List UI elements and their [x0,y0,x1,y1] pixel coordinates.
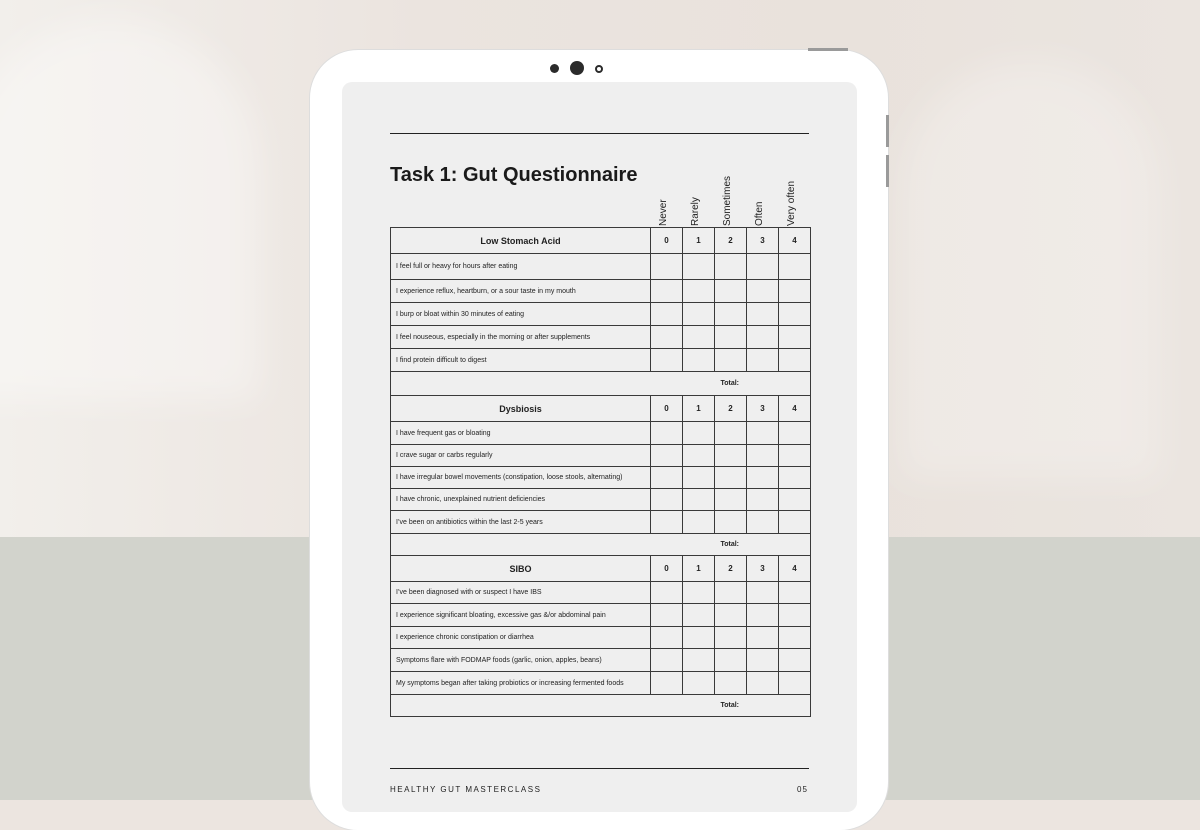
question-row [391,489,811,511]
answer-cell-0[interactable] [651,467,683,489]
answer-cell-4[interactable] [779,467,811,489]
answer-cell-4[interactable] [779,672,811,695]
window-shadow [0,20,260,400]
question-row [391,422,811,445]
answer-cell-0[interactable] [651,649,683,672]
total-label: Total: [391,695,811,717]
frequency-header-very-often: Very often [786,180,797,226]
frequency-header-rarely: Rarely [690,197,701,226]
question-text: I feel nouseous, especially in the morning or after supplements [391,326,651,349]
answer-cell-1[interactable] [683,254,715,280]
score-header: 1 [683,396,715,422]
question-row [391,582,811,604]
question-text: I have chronic, unexplained nutrient deficiencies [391,489,651,511]
answer-cell-3[interactable] [747,582,779,604]
volume-down-button [886,155,889,187]
question-row [391,672,811,695]
question-row [391,326,811,349]
answer-cell-4[interactable] [779,280,811,303]
question-row [391,445,811,467]
score-header: 4 [779,556,811,582]
footer-label: HEALTHY GUT MASTERCLASS [390,785,542,794]
answer-cell-2[interactable] [715,649,747,672]
answer-cell-1[interactable] [683,467,715,489]
question-row [391,280,811,303]
answer-cell-0[interactable] [651,582,683,604]
frequency-header-sometimes: Sometimes [722,175,733,226]
question-row [391,627,811,649]
question-text: I experience chronic constipation or diarrhea [391,627,651,649]
answer-cell-4[interactable] [779,254,811,280]
question-text: I burp or bloat within 30 minutes of eating [391,303,651,326]
questionnaire-table [390,227,811,717]
section-title: SIBO [391,556,651,582]
question-text: I’ve been diagnosed with or suspect I have IBS [391,582,651,604]
answer-cell-0[interactable] [651,672,683,695]
answer-cell-4[interactable] [779,326,811,349]
score-header: 2 [715,396,747,422]
answer-cell-3[interactable] [747,467,779,489]
score-header: 2 [715,228,747,254]
answer-cell-3[interactable] [747,511,779,534]
total-row [391,534,811,556]
page-title: Task 1: Gut Questionnaire [390,164,638,186]
answer-cell-0[interactable] [651,445,683,467]
answer-cell-0[interactable] [651,303,683,326]
answer-cell-0[interactable] [651,254,683,280]
question-text: I feel full or heavy for hours after eating [391,254,651,280]
section-title: Dysbiosis [391,396,651,422]
volume-up-button [886,115,889,147]
total-row [391,372,811,396]
score-header: 0 [651,228,683,254]
answer-cell-2[interactable] [715,280,747,303]
answer-cell-4[interactable] [779,511,811,534]
answer-cell-3[interactable] [747,489,779,511]
score-header: 4 [779,228,811,254]
answer-cell-4[interactable] [779,445,811,467]
answer-cell-2[interactable] [715,254,747,280]
top-rule [390,133,809,134]
answer-cell-3[interactable] [747,445,779,467]
score-header: 3 [747,228,779,254]
score-header: 4 [779,396,811,422]
answer-cell-1[interactable] [683,627,715,649]
question-text: I experience reflux, heartburn, or a sour taste in my mouth [391,280,651,303]
answer-cell-3[interactable] [747,672,779,695]
question-row [391,604,811,627]
answer-cell-1[interactable] [683,511,715,534]
total-row [391,695,811,717]
camera-icon [570,61,584,75]
score-header: 3 [747,396,779,422]
question-text: I’ve been on antibiotics within the last 2-5 years [391,511,651,534]
answer-cell-1[interactable] [683,582,715,604]
answer-cell-3[interactable] [747,326,779,349]
answer-cell-0[interactable] [651,604,683,627]
answer-cell-2[interactable] [715,672,747,695]
score-header: 0 [651,396,683,422]
answer-cell-4[interactable] [779,349,811,372]
answer-cell-1[interactable] [683,280,715,303]
answer-cell-4[interactable] [779,604,811,627]
answer-cell-3[interactable] [747,422,779,445]
answer-cell-4[interactable] [779,422,811,445]
frequency-header-often: Often [754,201,765,226]
answer-cell-1[interactable] [683,489,715,511]
question-row [391,303,811,326]
question-text: I have irregular bowel movements (constipation, loose stools, alternating) [391,467,651,489]
question-text: Symptoms flare with FODMAP foods (garlic, onion, apples, beans) [391,649,651,672]
answer-cell-3[interactable] [747,649,779,672]
question-text: My symptoms began after taking probiotics or increasing fermented foods [391,672,651,695]
answer-cell-2[interactable] [715,445,747,467]
section-header-row [391,228,811,254]
answer-cell-0[interactable] [651,489,683,511]
score-header: 3 [747,556,779,582]
question-text: I find protein difficult to digest [391,349,651,372]
answer-cell-4[interactable] [779,627,811,649]
score-header: 2 [715,556,747,582]
answer-cell-2[interactable] [715,511,747,534]
answer-cell-1[interactable] [683,604,715,627]
answer-cell-0[interactable] [651,422,683,445]
question-text: I experience significant bloating, excessive gas &/or abdominal pain [391,604,651,627]
answer-cell-2[interactable] [715,582,747,604]
question-text: I have frequent gas or bloating [391,422,651,445]
answer-cell-2[interactable] [715,627,747,649]
answer-cell-2[interactable] [715,349,747,372]
section-header-row [391,556,811,582]
answer-cell-1[interactable] [683,649,715,672]
sensor-dot [550,64,559,73]
answer-cell-1[interactable] [683,303,715,326]
sensor-dot [595,65,603,73]
answer-cell-3[interactable] [747,254,779,280]
section-header-row [391,396,811,422]
answer-cell-0[interactable] [651,627,683,649]
answer-cell-4[interactable] [779,582,811,604]
tablet-top-button [808,48,848,51]
answer-cell-3[interactable] [747,627,779,649]
answer-cell-3[interactable] [747,349,779,372]
tablet-screen [342,82,857,812]
total-label: Total: [391,372,811,396]
answer-cell-3[interactable] [747,303,779,326]
question-row [391,349,811,372]
section-title: Low Stomach Acid [391,228,651,254]
answer-cell-1[interactable] [683,445,715,467]
question-row [391,511,811,534]
answer-cell-1[interactable] [683,672,715,695]
question-row [391,254,811,280]
page-number: 05 [797,785,808,794]
answer-cell-1[interactable] [683,422,715,445]
question-row [391,467,811,489]
answer-cell-3[interactable] [747,604,779,627]
answer-cell-4[interactable] [779,303,811,326]
answer-cell-0[interactable] [651,280,683,303]
question-text: I crave sugar or carbs regularly [391,445,651,467]
answer-cell-4[interactable] [779,649,811,672]
answer-cell-2[interactable] [715,604,747,627]
answer-cell-4[interactable] [779,489,811,511]
total-label: Total: [391,534,811,556]
question-row [391,649,811,672]
answer-cell-0[interactable] [651,326,683,349]
score-header: 0 [651,556,683,582]
window-shadow [900,60,1160,480]
answer-cell-2[interactable] [715,467,747,489]
score-header: 1 [683,556,715,582]
answer-cell-2[interactable] [715,422,747,445]
frequency-header-never: Never [658,199,669,226]
answer-cell-0[interactable] [651,511,683,534]
answer-cell-1[interactable] [683,349,715,372]
footer-rule [390,768,809,769]
answer-cell-1[interactable] [683,326,715,349]
score-header: 1 [683,228,715,254]
answer-cell-0[interactable] [651,349,683,372]
answer-cell-2[interactable] [715,489,747,511]
answer-cell-2[interactable] [715,326,747,349]
answer-cell-3[interactable] [747,280,779,303]
answer-cell-2[interactable] [715,303,747,326]
